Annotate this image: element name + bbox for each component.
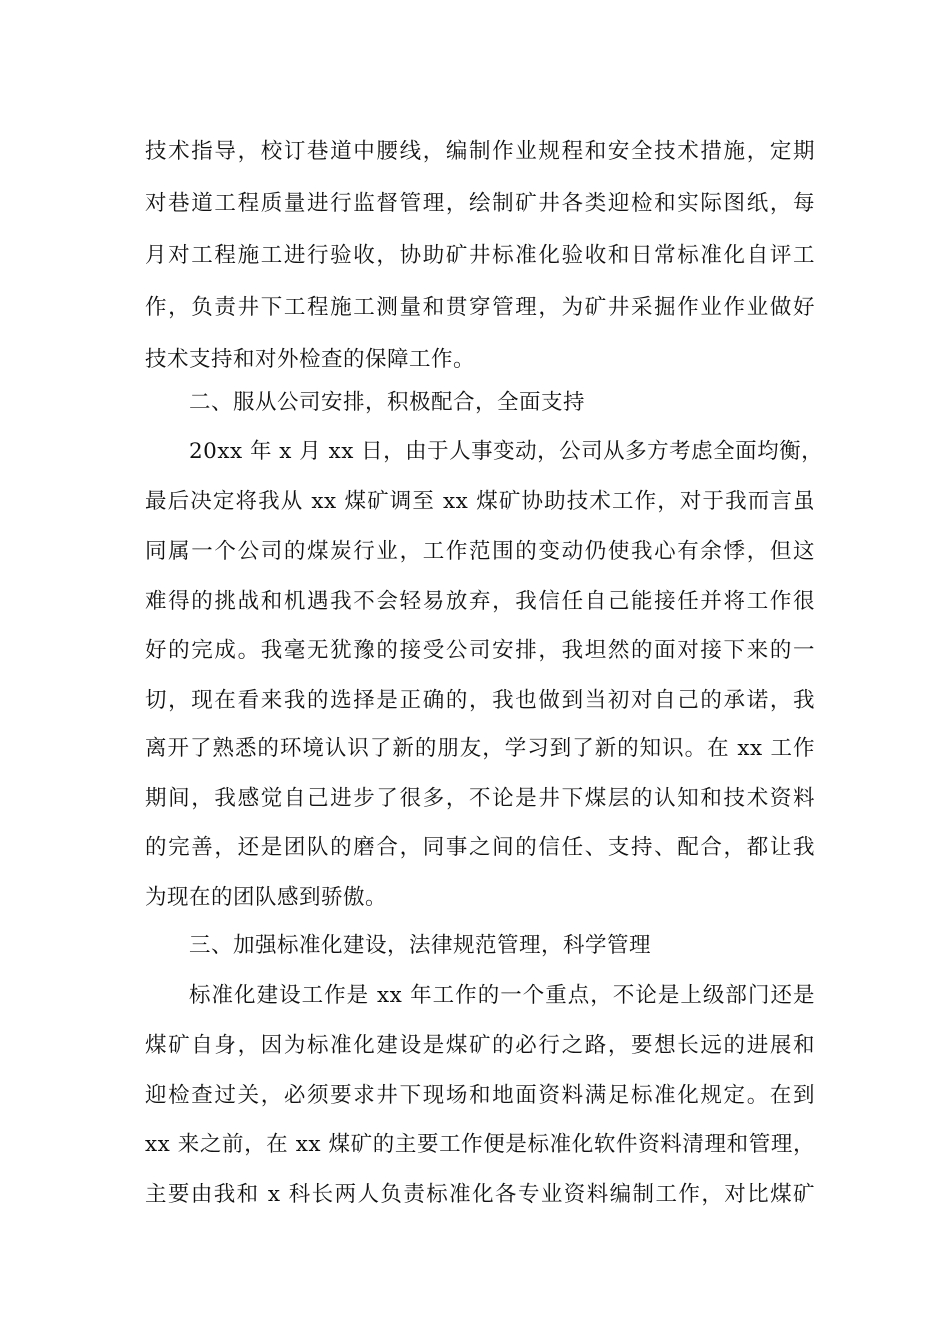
text-line: 难得的挑战和机遇我不会轻易放弃，我信任自己能接任并将工作很 [145,589,815,614]
text-line: 切，现在看来我的选择是正确的，我也做到当初对自己的承诺，我 [145,688,815,713]
text-line: 技术支持和对外检查的保障工作。 [145,347,476,372]
text-line: 标准化建设工作是 xx 年工作的一个重点，不论是上级部门还是 [189,983,815,1008]
text-line: 最后决定将我从 xx 煤矿调至 xx 煤矿协助技术工作，对于我而言虽 [145,489,815,514]
text-line: 作，负责井下工程施工测量和贯穿管理，为矿井采掘作业作业做好 [145,295,815,320]
section-heading-2: 二、服从公司安排，积极配合，全面支持 [189,390,586,415]
text-line: 为现在的团队感到骄傲。 [145,885,388,910]
text-line: 期间，我感觉自己进步了很多，不论是井下煤层的认知和技术资料 [145,786,815,811]
text-line: 迎检查过关，必须要求井下现场和地面资料满足标准化规定。在到 [145,1083,815,1108]
text-line: 技术指导，校订巷道中腰线，编制作业规程和安全技术措施，定期 [145,139,815,164]
section-heading-3: 三、加强标准化建设，法律规范管理，科学管理 [189,933,652,958]
text-line: 对巷道工程质量进行监督管理，绘制矿井各类迎检和实际图纸，每 [145,191,815,216]
text-line: 煤矿自身，因为标准化建设是煤矿的必行之路，要想长远的进展和 [145,1033,815,1058]
text-line: 好的完成。我毫无犹豫的接受公司安排，我坦然的面对接下来的一 [145,638,815,663]
text-line: 的完善，还是团队的磨合，同事之间的信任、支持、配合，都让我 [145,835,815,860]
text-line: 20xx 年 x 月 xx 日，由于人事变动，公司从多方考虑全面均衡， [189,439,824,464]
text-line: 同属一个公司的煤炭行业，工作范围的变动仍使我心有余悸，但这 [145,539,815,564]
text-line: xx 来之前，在 xx 煤矿的主要工作便是标准化软件资料清理和管理， [145,1132,815,1157]
text-line: 月对工程施工进行验收，协助矿井标准化验收和日常标准化自评工 [145,243,815,268]
text-line: 离开了熟悉的环境认识了新的朋友，学习到了新的知识。在 xx 工作 [145,736,815,761]
text-line: 主要由我和 x 科长两人负责标准化各专业资料编制工作，对比煤矿 [145,1182,815,1207]
